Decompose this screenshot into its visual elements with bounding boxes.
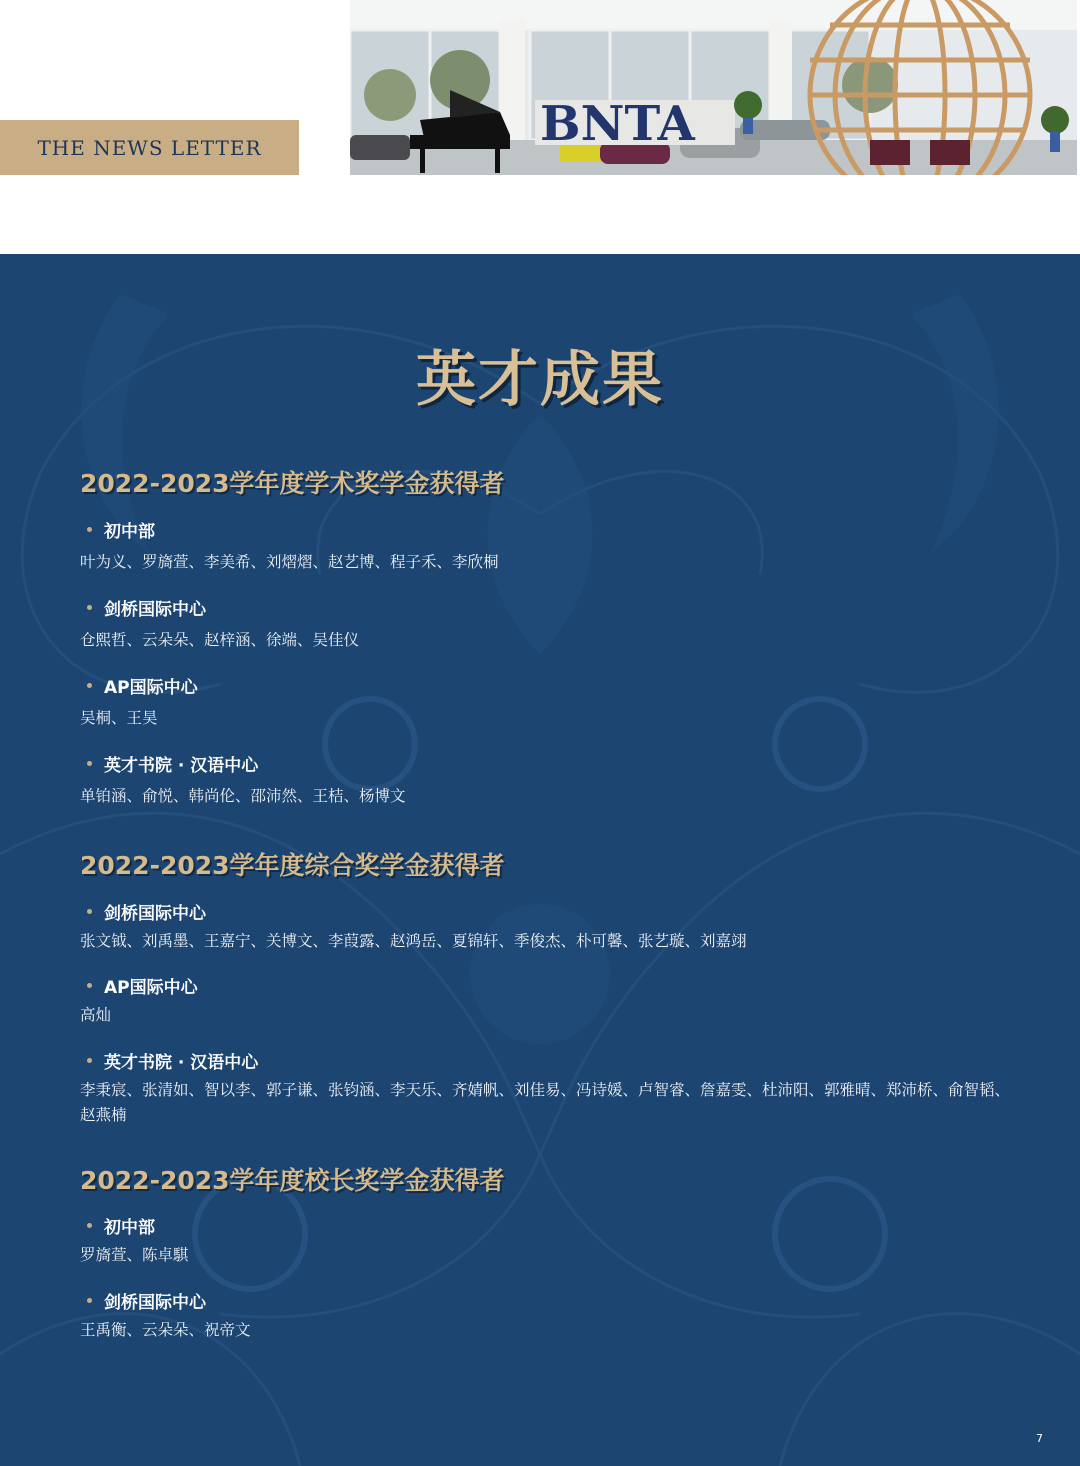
group-names: 高灿 — [80, 1006, 112, 1024]
group-label: 初中部 — [80, 1213, 155, 1238]
group-item — [80, 1288, 206, 1313]
group-item — [80, 899, 206, 924]
group-names: 吴桐、王昊 — [80, 709, 158, 727]
newsletter-tag-label: THE NEWS LETTER — [37, 135, 262, 160]
section-comprehensive-scholarship — [80, 846, 505, 882]
group-item — [80, 751, 258, 776]
group-label: 剑桥国际中心 — [80, 899, 206, 924]
section-title: 2022-2023学年度校长奖学金获得者 — [80, 1166, 505, 1195]
page-number: 7 — [1036, 1432, 1043, 1445]
section-title: 2022-2023学年度综合奖学金获得者 — [80, 851, 505, 880]
group-names: 李秉宸、张清如、智以李、郭子谦、张钧涵、李天乐、齐婧帆、刘佳易、冯诗媛、卢智睿、詹嘉雯、杜沛阳、郭雅晴、郑沛桥、俞智韬、赵燕楠 — [80, 1081, 1011, 1124]
newsletter-header — [0, 0, 1080, 254]
bullet-icon — [87, 983, 92, 988]
section-principal-scholarship — [80, 1161, 505, 1197]
group-label: 英才书院 · 汉语中心 — [80, 1048, 258, 1073]
group-names: 叶为义、罗旖萱、李美希、刘熠熠、赵艺博、程子禾、李欣桐 — [80, 553, 499, 571]
group-item — [80, 517, 155, 542]
bullet-icon — [87, 527, 92, 532]
group-names: 张文钺、刘禹墨、王嘉宁、关博文、李葭露、赵鸿岳、夏锦轩、季俊杰、朴可馨、张艺璇、刘嘉翊 — [80, 932, 747, 950]
bullet-icon — [87, 605, 92, 610]
group-label: AP国际中心 — [80, 673, 198, 698]
group-names: 单铂涵、俞悦、韩尚伦、邵沛然、王桔、杨博文 — [80, 787, 406, 805]
page-title: 英才成果 — [416, 345, 664, 415]
bnta-sign: BNTA — [540, 96, 695, 152]
group-label: AP国际中心 — [80, 973, 198, 998]
section-academic-scholarship — [80, 464, 505, 500]
group-label: 英才书院 · 汉语中心 — [80, 751, 258, 776]
bullet-icon — [87, 909, 92, 914]
group-names: 罗旖萱、陈卓騏 — [80, 1246, 189, 1264]
bullet-icon — [87, 1058, 92, 1063]
group-label: 剑桥国际中心 — [80, 1288, 206, 1313]
bullet-icon — [87, 1223, 92, 1228]
section-title: 2022-2023学年度学术奖学金获得者 — [80, 469, 505, 498]
newsletter-tag — [0, 120, 299, 175]
group-label: 剑桥国际中心 — [80, 595, 206, 620]
bullet-icon — [87, 761, 92, 766]
group-item — [80, 1048, 258, 1073]
bullet-icon — [87, 683, 92, 688]
group-label: 初中部 — [80, 517, 155, 542]
group-item — [80, 973, 198, 998]
bullet-icon — [87, 1298, 92, 1303]
group-names: 王禹衡、云朵朵、祝帝文 — [80, 1321, 251, 1339]
group-item — [80, 1213, 155, 1238]
atrium-photo-illustration — [350, 0, 1077, 175]
header-photo — [350, 0, 1077, 175]
group-item — [80, 673, 198, 698]
group-names: 仓熙哲、云朵朵、赵梓涵、徐端、吴佳仪 — [80, 631, 360, 649]
group-item — [80, 595, 206, 620]
content-panel — [0, 254, 1080, 1466]
